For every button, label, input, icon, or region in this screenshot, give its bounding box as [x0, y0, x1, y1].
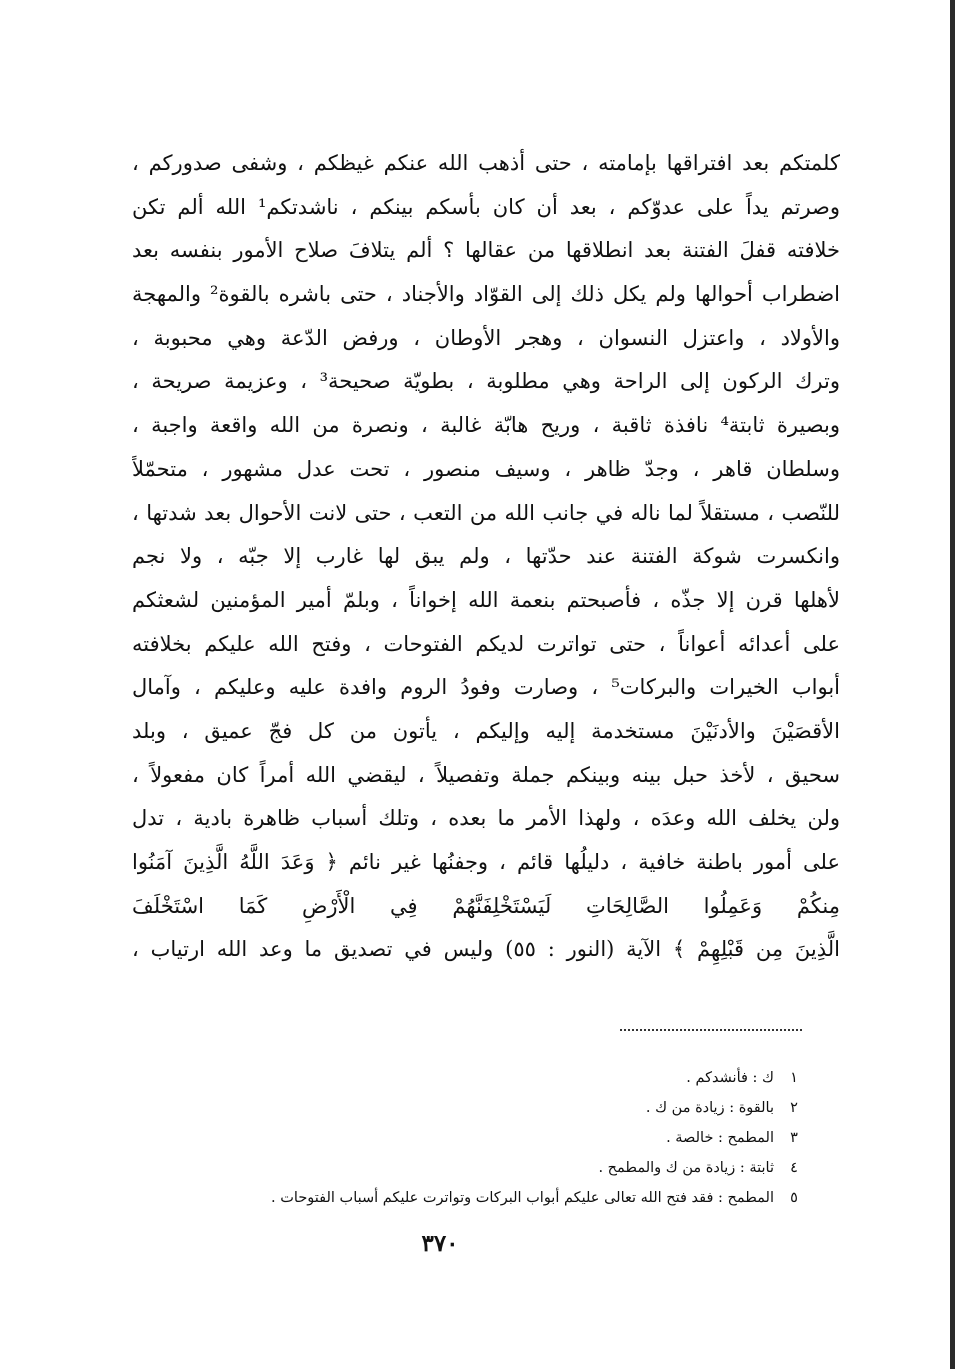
footnote-text: المطمح : فقد فتح الله تعالى عليكم أبواب البركات وتواترت عليكم أسباب الفتوحات . — [271, 1190, 774, 1206]
text-line: سحيق ، لأخذ حبل بينه وبينكم جملة وتفصيلاً ، ليقضي الله أمراً كان مفعولاً ، — [132, 762, 840, 787]
text-line: خلافته قفلَ الفتنة بعد انطلاقها من عقالها ؟ ألم يتلافَ صلاح الأمور بنفسه بعد — [132, 238, 840, 263]
footnote-text: بالقوة : زيادة من ك . — [645, 1100, 774, 1116]
footnote-item — [160, 1183, 800, 1213]
footnote-number: ٢ — [790, 1100, 798, 1116]
text-line: وترك الركون إلى الراحة وهي مطلوبة ، بطويّة صحيحة³ ، وعزيمة صريحة ، — [132, 369, 840, 394]
footnotes — [160, 1063, 800, 1213]
text-line: مِنكُمْ وَعَمِلُوا الصَّالِحَاتِ لَيَسْتَخْلِفَنَّهُمْ فِي الْأَرْضِ كَمَا اسْتَخْلَفَ — [132, 893, 840, 918]
text-line: اضطراب أحوالها ولم يكل ذلك إلى القوّاد والأجناد ، حتى باشره بالقوة² والمهجة — [132, 282, 840, 307]
text-line: ولن يخلف الله وعدَه ، ولهذا الأمر ما بعده ، وتلك أسباب ظاهرة بادية ، تدل — [132, 806, 840, 831]
footnote-number: ٣ — [790, 1130, 798, 1146]
main-text — [132, 142, 840, 972]
footnote-text: المطمح : خالصة . — [666, 1130, 774, 1146]
footnote-number: ٤ — [790, 1160, 798, 1176]
text-line: وانكسرت شوكة الفتنة عند حدّتها ، ولم يبق لها غارب إلا جبّه ، ولا نجم — [132, 544, 840, 569]
footnote-number: ٥ — [790, 1190, 798, 1206]
text-line: وصرتم يداً على عدوّكم ، بعد أن كان بأسكم بينكم ، ناشدتكم¹ الله ألم تكن — [132, 194, 840, 219]
page-number: ٣٧٠ — [421, 1230, 459, 1257]
text-line: والأولاد ، واعتزل النسوان ، وهجر الأوطان ، ورفض الدّعة وهي محبوبة ، — [132, 325, 840, 350]
footnote-separator — [620, 1029, 802, 1031]
text-line: لأهلها قرن إلا جذّه ، فأصبحتم بنعمة الله إخواناً ، وبلمّ أمير المؤمنين لشعثكم — [132, 587, 840, 612]
text-line: الأقصَيْنَ والأدنَيْنَ مستخدمة إليه وإليكم ، يأتون من كل فجّ عميق ، وبلد — [132, 718, 840, 743]
footnote-item — [160, 1123, 800, 1153]
text-line: كلمتكم بعد افتراقها بإمامته ، حتى أذهب الله عنكم غيظكم ، وشفى صدوركم ، — [132, 151, 840, 175]
footnote-item — [160, 1153, 800, 1183]
text-line: على أمور باطنة خافية ، دليلُها قائم ، وجفنُها غير نائم ﴿ وَعَدَ اللَّهُ الَّذِينَ آمَنُوا — [132, 850, 840, 874]
text-line: وبصيرة ثابتة⁴ نافذة ثاقبة ، وريح هابّة غالبة ، ونصرة من الله واقعة واجبة ، — [132, 413, 840, 438]
footnote-text: ثابتة : زيادة من ك والمطمح . — [598, 1160, 774, 1176]
text-line: على أعدائه أعواناً ، حتى تواترت لديكم الفتوحات ، وفتح الله عليكم بخلافته — [132, 631, 840, 656]
footnote-number: ١ — [790, 1070, 798, 1086]
text-line: أبواب الخيرات والبركات⁵ ، وصارت وفودُ الروم وافدة عليه وعليكم ، وآمال — [132, 675, 840, 700]
text-line: للنّصب ، مستقلاً لما ناله في جانب الله من التعب ، حتى لانت الأحوال بعد شدتها ، — [132, 500, 840, 525]
footnote-text: ك : فأنشدكم . — [686, 1070, 774, 1086]
text-line: الَّذِينَ مِن قَبْلِهِمْ ﴾ الآية (النور : ٥٥) وليس في تصديق ما وعد الله ارتياب ، — [132, 937, 840, 962]
footnote-item — [160, 1093, 800, 1123]
text-line: وسلطان قاهر ، وجدّ ظاهر ، وسيف منصور ، تحت عدل مشهور ، متحمّلاً — [132, 456, 840, 481]
footnote-item — [160, 1063, 800, 1093]
